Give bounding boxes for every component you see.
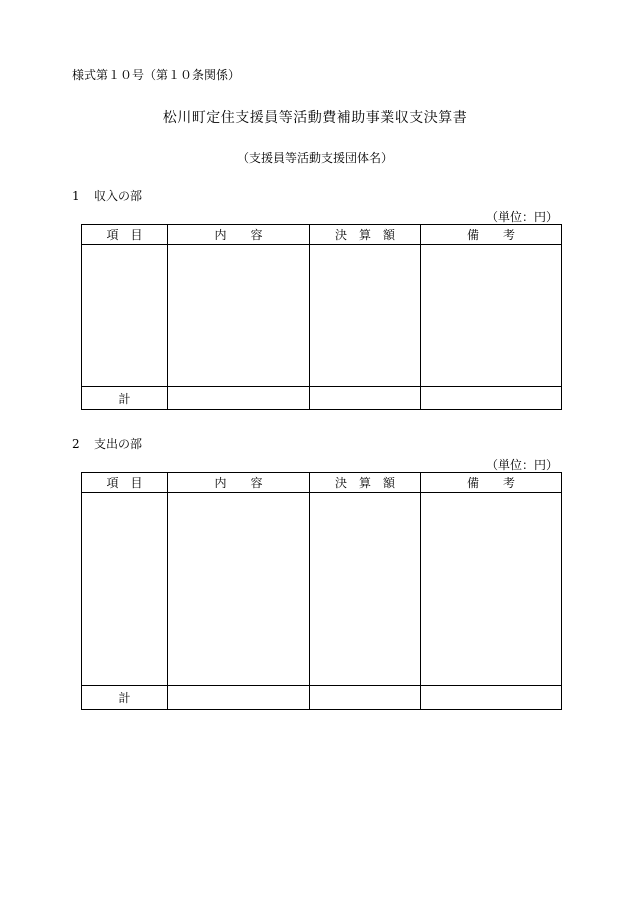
column-header-item: 項 目 [82, 473, 168, 493]
column-header-remarks: 備 考 [421, 473, 562, 493]
total-remarks-cell[interactable] [421, 686, 562, 710]
expense-section-heading [72, 435, 142, 452]
income-unit-note: （単位：円） [485, 210, 558, 224]
remarks-cell[interactable] [421, 493, 562, 686]
section-title: 支出の部 [94, 437, 143, 451]
item-cell[interactable] [82, 493, 168, 686]
column-header-item: 項 目 [82, 225, 168, 245]
total-amount-cell[interactable] [310, 387, 421, 410]
table-header-row [82, 473, 562, 493]
column-header-content: 内 容 [168, 473, 310, 493]
section-title: 収入の部 [94, 189, 143, 203]
column-header-amount: 決 算 額 [310, 473, 421, 493]
total-remarks-cell[interactable] [421, 387, 562, 410]
table-body-row [82, 245, 562, 387]
expense-unit-note: （単位：円） [485, 458, 558, 472]
section-number: 1 [72, 189, 80, 203]
table-header-row [82, 225, 562, 245]
table-total-row [82, 387, 562, 410]
document-title: 松川町定住支援員等活動費補助事業収支決算書 [162, 110, 468, 126]
content-cell[interactable] [168, 493, 310, 686]
total-label: 計 [82, 387, 168, 410]
remarks-cell[interactable] [421, 245, 562, 387]
column-header-content: 内 容 [168, 225, 310, 245]
item-cell[interactable] [82, 245, 168, 387]
total-amount-cell[interactable] [310, 686, 421, 710]
column-header-remarks: 備 考 [421, 225, 562, 245]
total-content-cell[interactable] [168, 686, 310, 710]
income-table [81, 224, 562, 410]
section-number: 2 [72, 437, 80, 451]
total-content-cell[interactable] [168, 387, 310, 410]
income-section-heading [72, 187, 142, 204]
amount-cell[interactable] [310, 245, 421, 387]
total-label: 計 [82, 686, 168, 710]
table-body-row [82, 493, 562, 686]
content-cell[interactable] [168, 245, 310, 387]
organization-name-line: （支援員等活動支援団体名） [236, 151, 393, 165]
amount-cell[interactable] [310, 493, 421, 686]
expense-table [81, 472, 562, 710]
table-total-row [82, 686, 562, 710]
column-header-amount: 決 算 額 [310, 225, 421, 245]
form-number: 様式第１０号（第１０条関係） [72, 68, 241, 82]
